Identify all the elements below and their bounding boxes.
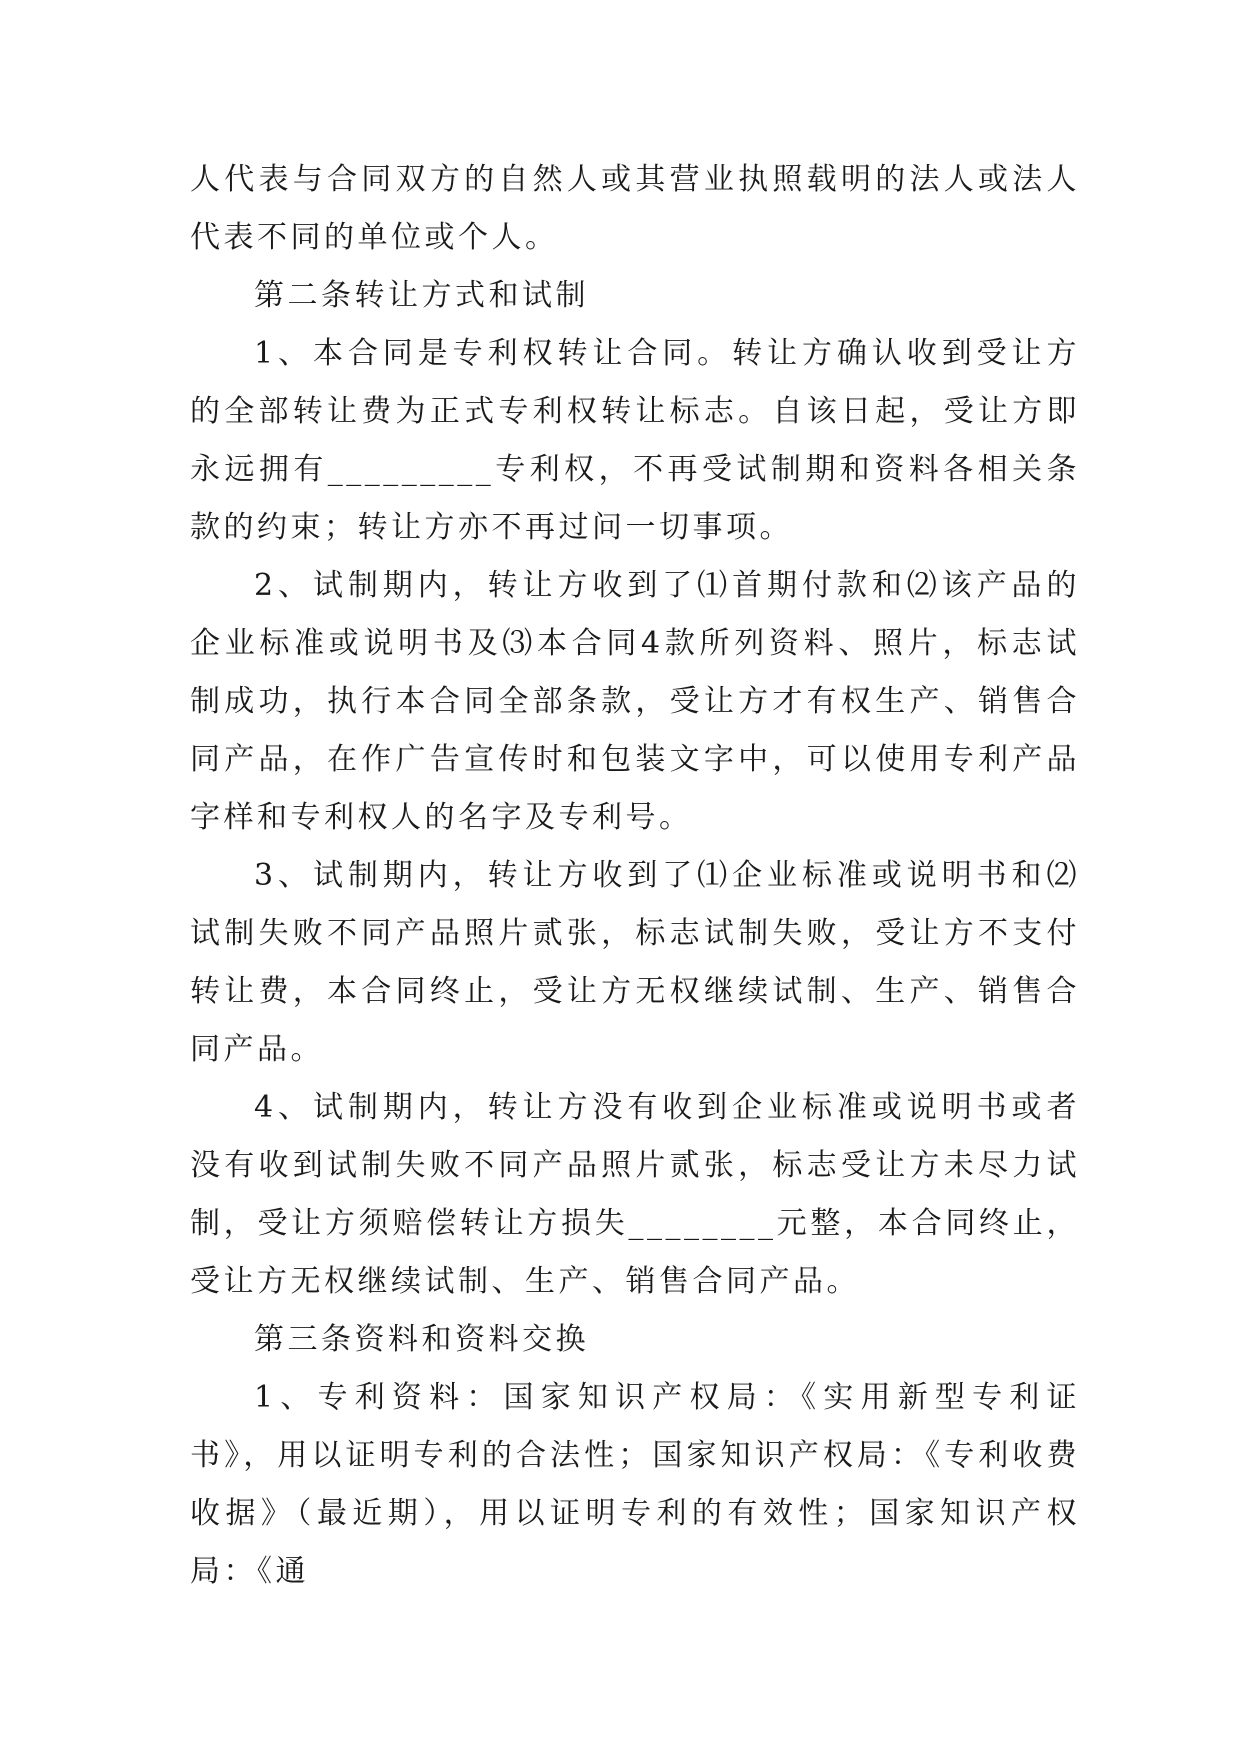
paragraph-continuation: 人代表与合同双方的自然人或其营业执照载明的法人或法人代表不同的单位或个人。 xyxy=(190,162,1080,255)
article-2-clause-1: 1、本合同是专利权转让合同。转让方确认收到受让方的全部转让费为正式专利权转让标志。自该日起，受让方即永远拥有_________专利权，不再受试制期和资料各相关条款的约束；转让方亦不再过问一切事项。 xyxy=(190,336,1080,545)
article-2-clause-2: 2、试制期内，转让方收到了⑴首期付款和⑵该产品的企业标准或说明书及⑶本合同4款所列资料、照片，标志试制成功，执行本合同全部条款，受让方才有权生产、销售合同产品，在作广告宣传时和包装文字中，可以使用专利产品字样和专利权人的名字及专利号。 xyxy=(190,568,1080,835)
document-body xyxy=(190,151,1080,1601)
article-2-clause-3: 3、试制期内，转让方收到了⑴企业标准或说明书和⑵试制失败不同产品照片贰张，标志试制失败，受让方不支付转让费，本合同终止，受让方无权继续试制、生产、销售合同产品。 xyxy=(190,858,1080,1067)
article-2-clause-4: 4、试制期内，转让方没有收到企业标准或说明书或者没有收到试制失败不同产品照片贰张，标志受让方未尽力试制，受让方须赔偿转让方损失________元整，本合同终止，受让方无权继续试制、生产、销售合同产品。 xyxy=(190,1090,1080,1299)
article-3-clause-1: 1、专利资料：国家知识产权局：《实用新型专利证书》，用以证明专利的合法性；国家知识产权局：《专利收费收据》（最近期），用以证明专利的有效性；国家知识产权局：《通 xyxy=(190,1380,1080,1589)
article-2-heading: 第二条转让方式和试制 xyxy=(254,278,589,313)
article-3-heading: 第三条资料和资料交换 xyxy=(254,1322,589,1357)
